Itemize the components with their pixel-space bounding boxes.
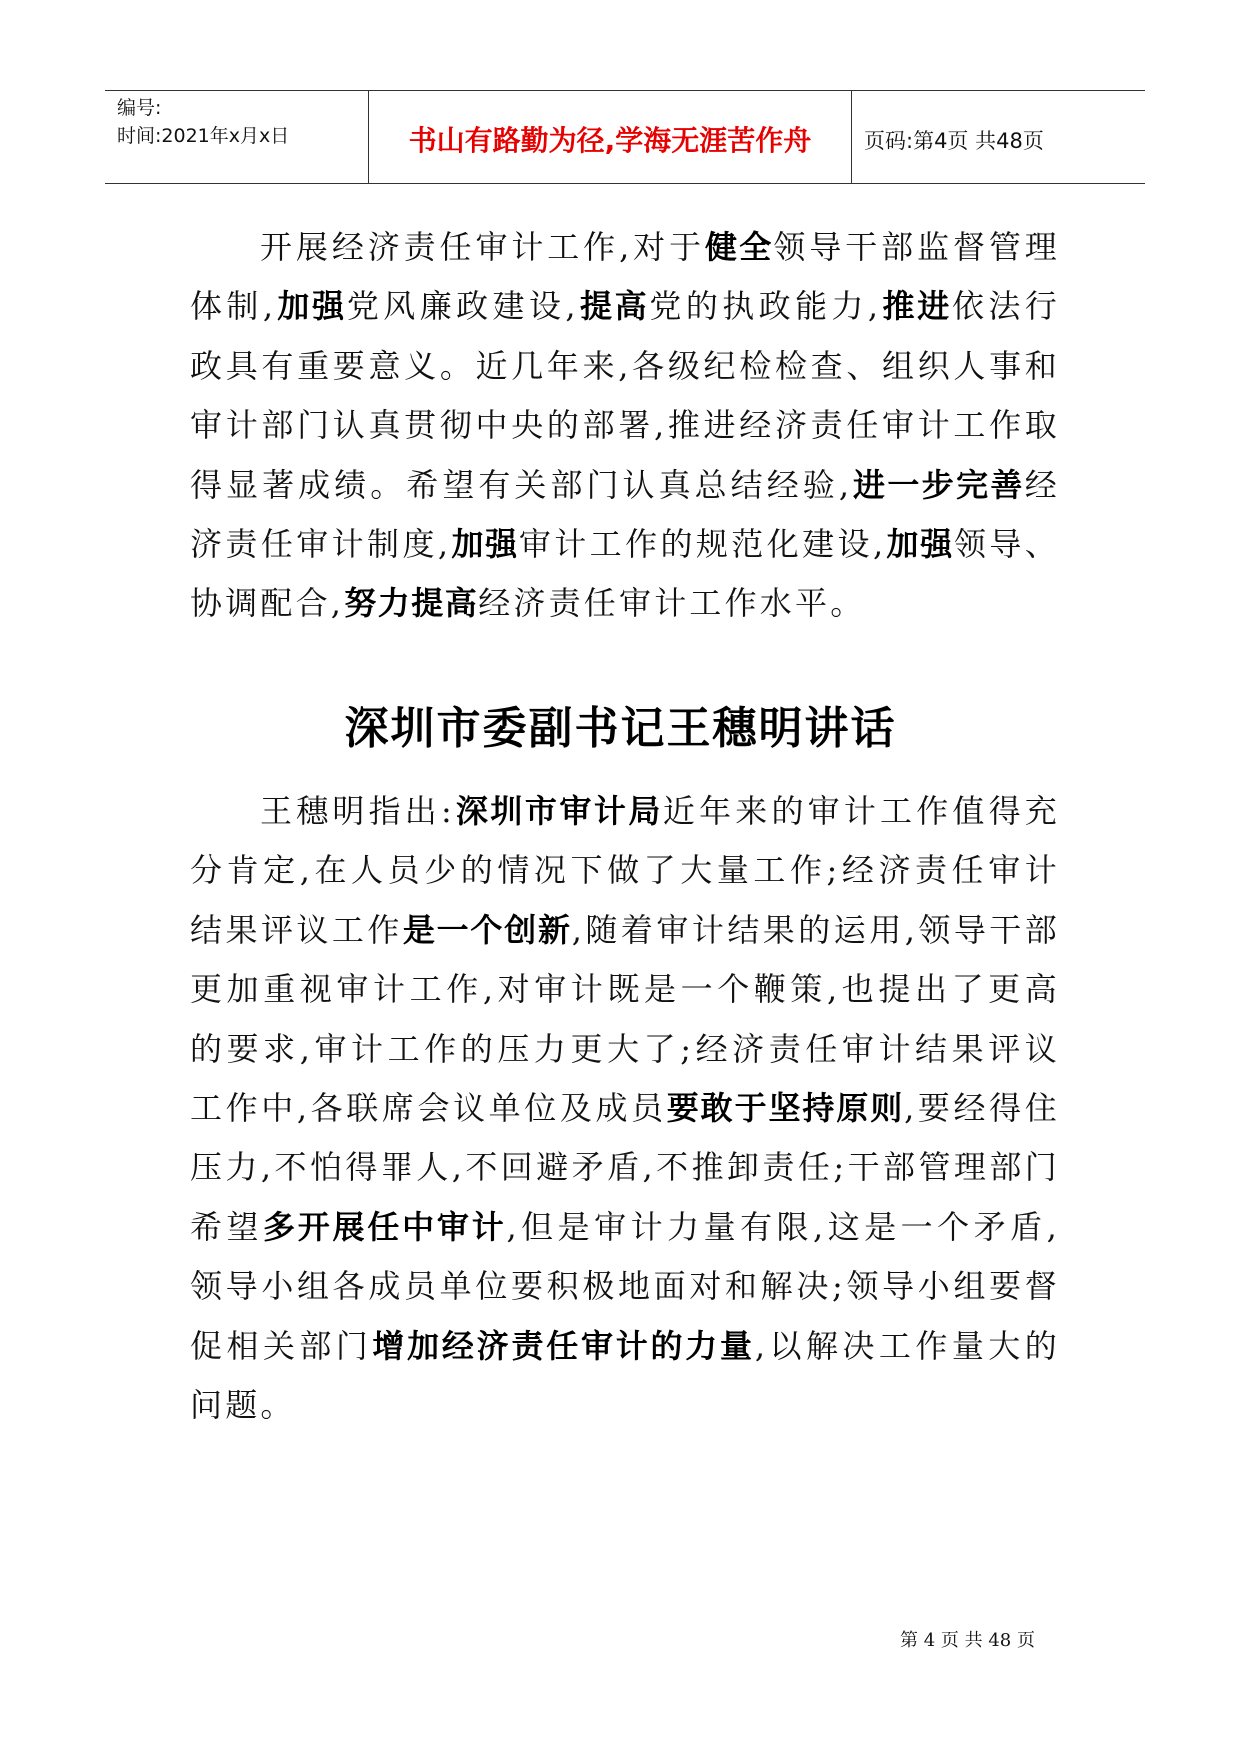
emphasis-text: 努力提高 bbox=[344, 584, 479, 623]
emphasis-text: 加强 bbox=[451, 525, 519, 564]
emphasis-text: 健全 bbox=[705, 228, 774, 266]
emphasis-text: 进一步完善 bbox=[852, 465, 1025, 504]
paragraph-intro: 开展经济责任审计工作,对于健全领导干部监督管理体制,加强党风廉政建设,提高党的执政能力,推进依法行政具有重要意义。近几年来,各级纪检检查、组织人事和审计部门认真贯彻中央的部署,推进经济责任审计工作取得显著成绩。希望有关部门认真总结经验,进一步完善经济责任审计制度,加强审计工作的规范化建设,加强领导、协调配合,努力提高经济责任审计工作水平。 bbox=[190, 228, 1060, 623]
emphasis-text: 多开展任中审计 bbox=[262, 1207, 507, 1246]
emphasis-text: 加强 bbox=[276, 287, 347, 326]
emphasis-text: 推进 bbox=[881, 287, 952, 326]
emphasis-text: 深圳市审计局 bbox=[454, 792, 663, 830]
document-header bbox=[105, 90, 1145, 184]
emphasis-text: 要敢于坚持原则 bbox=[666, 1089, 905, 1128]
paragraph-speech: 王穗明指出:深圳市审计局近年来的审计工作值得充分肯定,在人员少的情况下做了大量工作;经济责任审计结果评议工作是一个创新,随着审计结果的运用,领导干部更加重视审计工作,对审计既是一个鞭策,也提出了更高的要求,审计工作的压力更大了;经济责任审计结果评议工作中,各联席会议单位及成员要敢于坚持原则,要经得住压力,不怕得罪人,不回避矛盾,不推卸责任;干部管理部门希望多开展任中审计,但是审计力量有限,这是一个矛盾,领导小组各成员单位要积极地面对和解决;领导小组要督促相关部门增加经济责任审计的力量,以解决工作量大的问题。 bbox=[190, 792, 1060, 1425]
emphasis-text: 是一个创新 bbox=[402, 910, 572, 949]
section-title: 深圳市委副书记王穗明讲话 bbox=[344, 703, 897, 754]
serial-number-label: 编号: bbox=[117, 97, 162, 119]
header-motto: 书山有路勤为径,学海无涯苦作舟 bbox=[408, 124, 812, 157]
header-right-cell bbox=[852, 91, 1145, 183]
header-page-info: 页码:第4页 共48页 bbox=[864, 129, 1044, 153]
emphasis-text: 提高 bbox=[578, 287, 650, 326]
header-middle-cell bbox=[369, 91, 852, 183]
emphasis-text: 增加经济责任审计的力量 bbox=[372, 1326, 755, 1365]
emphasis-text: 加强 bbox=[886, 525, 954, 564]
header-left-cell bbox=[105, 91, 369, 183]
page-footer: 第 4 页 共 48 页 bbox=[900, 1630, 1035, 1651]
date-label: 时间:2021年x月x日 bbox=[117, 125, 290, 147]
